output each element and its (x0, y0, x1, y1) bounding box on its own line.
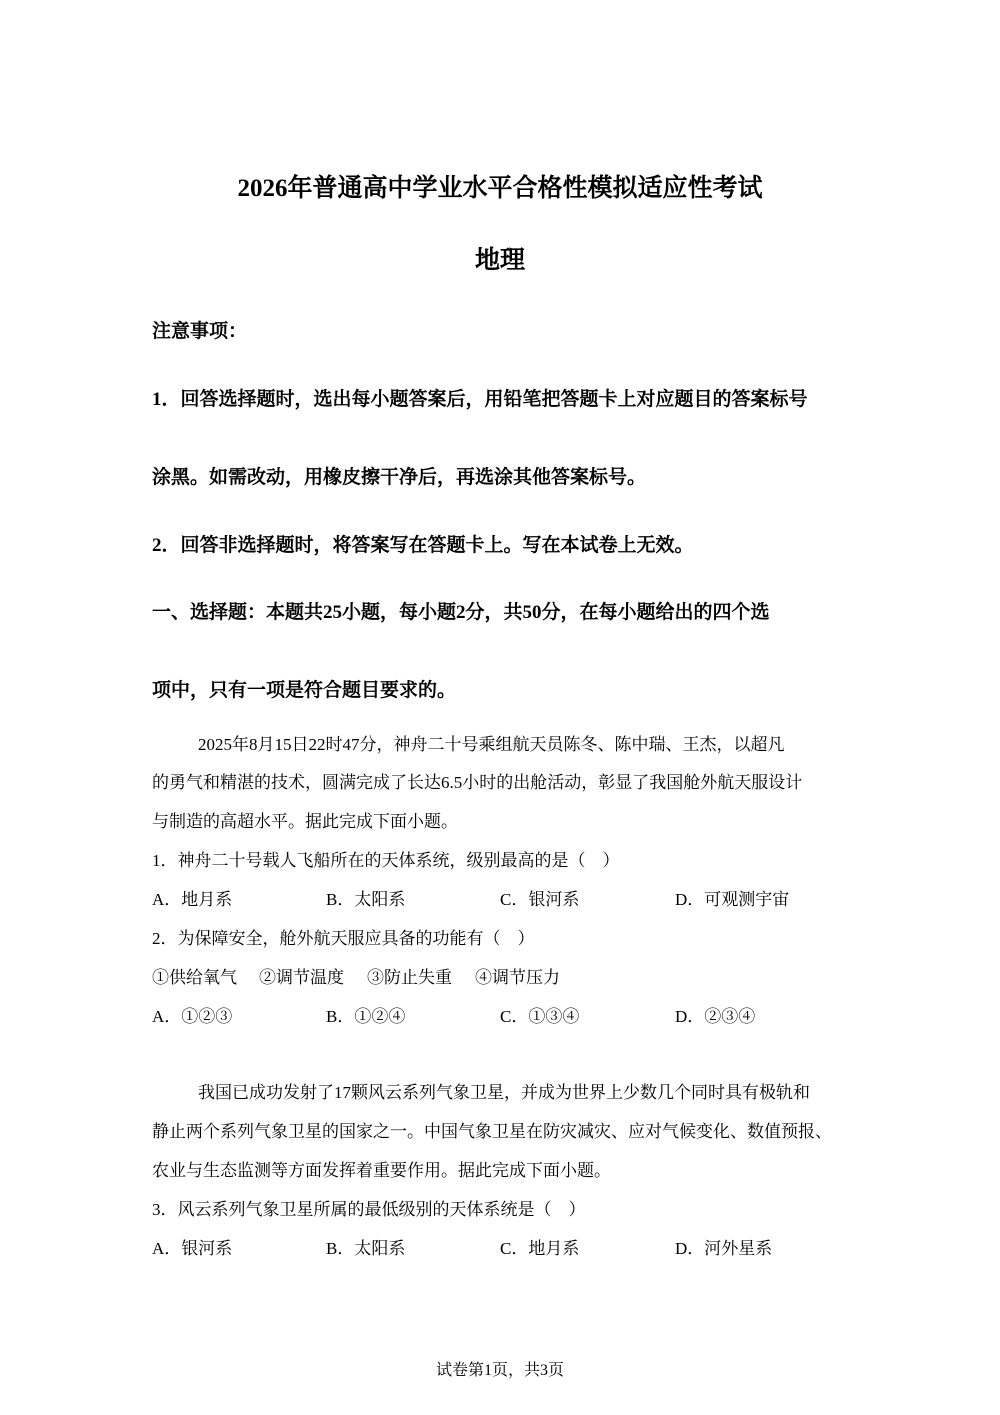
question-2-item-3: ③防止失重 (367, 968, 452, 987)
subject-title: 地理 (474, 247, 525, 274)
question-3-option-a: A．银河系 (152, 1239, 233, 1258)
question-3-option-d: D．河外星系 (675, 1239, 773, 1258)
notice-item-2: 2．回答非选择题时，将答案写在答题卡上。写在本试卷上无效。 (152, 535, 694, 556)
section-1-line-2: 项中，只有一项是符合题目要求的。 (152, 680, 457, 701)
exam-title: 2026年普通高中学业水平合格性模拟适应性考试 (237, 175, 763, 202)
section-1-line-1: 一、选择题：本题共25小题，每小题2分，共50分，在每小题给出的四个选 (152, 602, 770, 623)
passage-1-line-1: 2025年8月15日22时47分，神舟二十号乘组航天员陈冬、陈中瑞、王杰，以超凡 (198, 735, 785, 754)
passage-2-line-1: 我国已成功发射了17颗风云系列气象卫星，并成为世界上少数几个同时具有极轨和 (198, 1083, 810, 1102)
question-1-stem: 1．神舟二十号载人飞船所在的天体系统，级别最高的是（ ） (152, 851, 620, 870)
question-2-option-d: D．②③④ (675, 1007, 756, 1026)
notice-heading: 注意事项： (152, 321, 248, 342)
question-2-option-b: B．①②④ (326, 1007, 406, 1026)
question-2-option-c: C．①③④ (500, 1007, 580, 1026)
question-1-option-c: C．银河系 (500, 890, 580, 909)
question-1-option-b: B．太阳系 (326, 890, 406, 909)
question-1-option-a: A．地月系 (152, 890, 233, 909)
notice-item-1-line-2: 涂黑。如需改动，用橡皮擦干净后，再选涂其他答案标号。 (152, 467, 647, 488)
passage-2-line-3: 农业与生态监测等方面发挥着重要作用。据此完成下面小题。 (152, 1161, 611, 1180)
question-2-item-1: ①供给氧气 (152, 968, 237, 987)
question-3-stem: 3．风云系列气象卫星所属的最低级别的天体系统是（ ） (152, 1200, 586, 1219)
question-1-option-d: D．可观测宇宙 (675, 890, 790, 909)
question-3-option-b: B．太阳系 (326, 1239, 406, 1258)
question-3-option-c: C．地月系 (500, 1239, 580, 1258)
page-footer: 试卷第1页，共3页 (435, 1362, 564, 1379)
question-2-item-4: ④调节压力 (475, 968, 560, 987)
passage-2-line-2: 静止两个系列气象卫星的国家之一。中国气象卫星在防灾减灾、应对气候变化、数值预报、 (152, 1122, 832, 1141)
question-2-stem: 2．为保障安全，舱外航天服应具备的功能有（ ） (152, 929, 535, 948)
passage-1-line-3: 与制造的高超水平。据此完成下面小题。 (152, 812, 458, 831)
notice-item-1-line-1: 1．回答选择题时，选出每小题答案后，用铅笔把答题卡上对应题目的答案标号 (152, 389, 808, 410)
passage-1-line-2: 的勇气和精湛的技术，圆满完成了长达6.5小时的出舱活动，彰显了我国舱外航天服设计 (152, 773, 803, 792)
question-2-option-a: A．①②③ (152, 1007, 233, 1026)
question-2-item-2: ②调节温度 (259, 968, 344, 987)
